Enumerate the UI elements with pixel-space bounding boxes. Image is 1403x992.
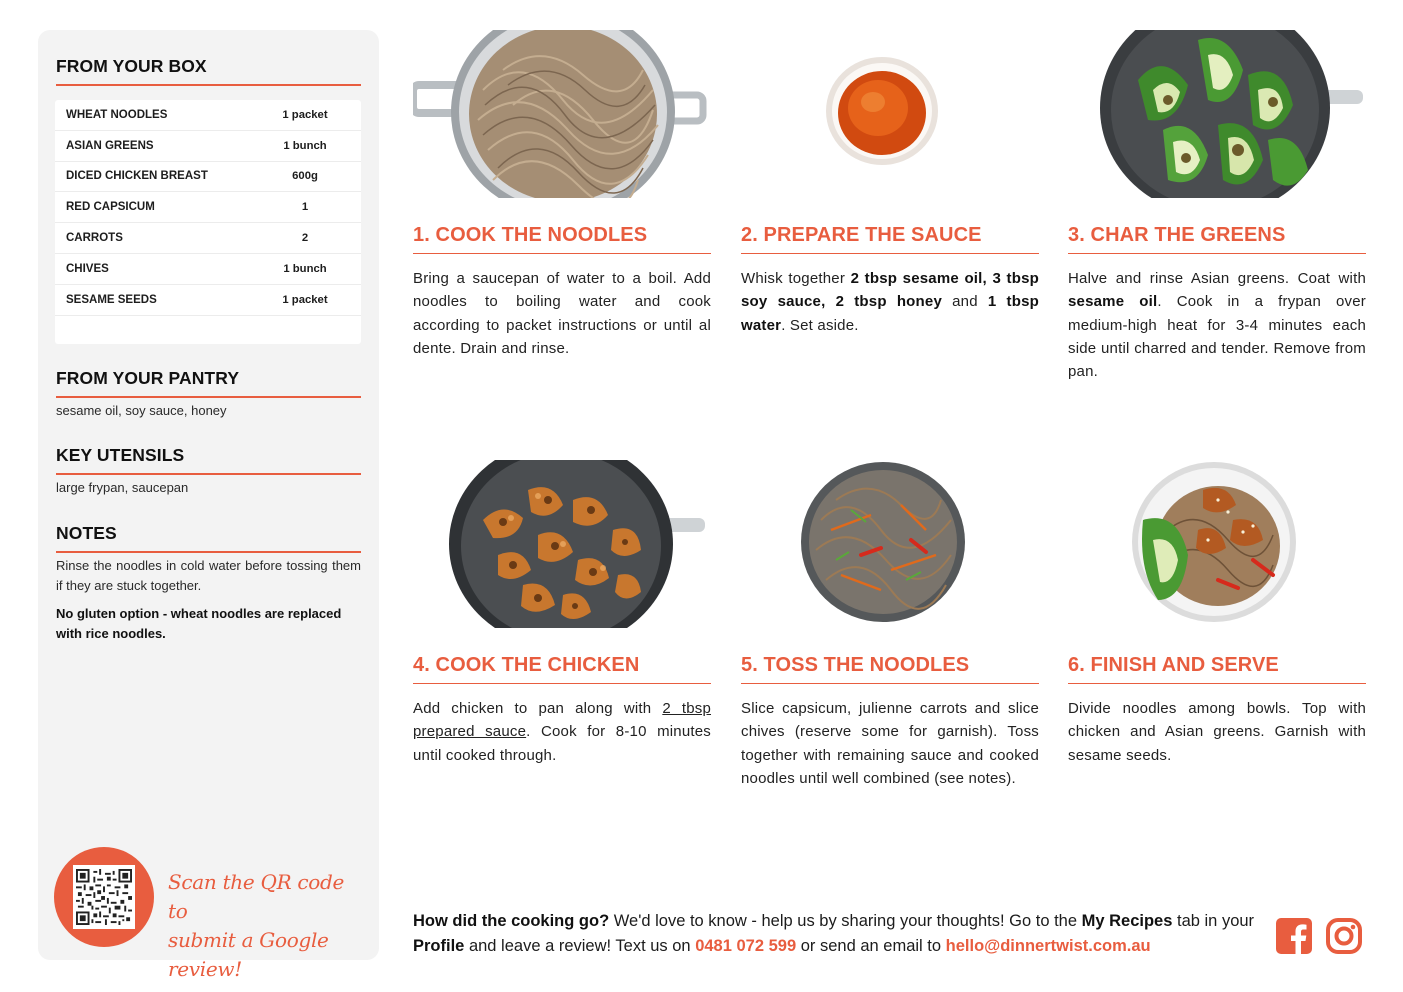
footer-text-2: tab in your [1172,912,1255,930]
step-4-body [413,697,711,767]
ingredient-qty: 2 [301,232,309,245]
ingredient-name: RED CAPSICUM [66,201,155,214]
step-4-text-2: . Cook for 8-10 minutes until cooked through. [413,723,711,764]
step-3-body [1068,267,1366,383]
step-3 [1068,30,1366,383]
pantry-text: sesame oil, soy sauce, honey [56,403,227,418]
step-1 [413,30,711,360]
ingredient-qty: 1 packet [282,108,328,121]
step-1-title: 1. COOK THE NOODLES [413,224,711,254]
step-2-text-1: Whisk together [741,270,851,287]
step-6 [1068,460,1366,767]
step-6-body: Divide noodles among bowls. Top with chicken and Asian greens. Garnish with sesame seeds. [1068,700,1366,764]
chicken-pan-image [413,460,711,628]
step-5-body: Slice capsicum, julienne carrots and slice chives (reserve some for garnish). Toss together with remaining sauce and cooked noodles until well combined (see notes). [741,700,1039,787]
step-3-title: 3. CHAR THE GREENS [1068,224,1366,254]
utensils-text: large frypan, saucepan [56,480,189,495]
feedback-footer [413,909,1263,959]
step-2-text-3: . Set aside. [781,316,859,334]
qr-code[interactable] [73,865,135,929]
qr-code-icon [76,868,132,926]
step-2 [741,30,1039,337]
sidebar [38,30,379,981]
table-row [55,192,361,223]
step-4-underlined: 2 tbsp prepared sauce [413,700,712,741]
step-3-bold-1: sesame oil [1068,293,1158,311]
notes-title: NOTES [56,523,361,553]
qr-caption-line1: Scan the QR code to [168,870,345,923]
ingredient-name: ASIAN GREENS [66,139,154,152]
step-5 [741,460,1039,790]
step-2-title: 2. PREPARE THE SAUCE [741,224,1039,254]
step-4 [413,460,711,767]
table-row [55,254,361,285]
utensils-title: KEY UTENSILS [56,445,361,475]
ingredient-qty: 1 [301,201,309,214]
ingredient-name: CHIVES [66,262,109,275]
ingredient-qty: 1 bunch [283,262,327,275]
footer-question: How did the cooking go? [413,912,610,930]
step-2-body [741,267,1039,337]
ingredient-name: SESAME SEEDS [66,293,157,306]
box-ingredient-table [55,100,361,344]
step-3-text-2: . Cook in a frypan over medium-high heat for 3-4 minutes each side until charred and tender. Remove from pan. [1068,293,1366,381]
email-link[interactable]: hello@dinnertwist.com.au [945,937,1151,955]
ingredient-qty: 1 bunch [283,139,327,152]
footer-profile: Profile [413,937,465,955]
table-row [55,162,361,193]
step-4-title: 4. COOK THE CHICKEN [413,654,711,684]
footer-my-recipes: My Recipes [1081,912,1173,930]
footer-text-1: We'd love to know - help us by sharing your thoughts! Go to the [609,912,1082,930]
footer-text-4: or send an email to [796,937,946,955]
ingredient-name: DICED CHICKEN BREAST [66,170,208,183]
table-row [55,131,361,162]
facebook-icon[interactable] [1275,917,1313,955]
step-3-text-1: Halve and rinse Asian greens. Coat with [1068,270,1366,287]
qr-badge[interactable] [54,847,154,947]
box-title: FROM YOUR BOX [56,56,361,86]
step-2-text-2: and [942,293,988,311]
instagram-icon[interactable] [1325,917,1363,955]
notes-gluten-option: No gluten option - wheat noodles are replaced with rice noodles. [56,606,342,641]
notes-text: Rinse the noodles in cold water before tossing them if they are stuck together. [56,558,361,593]
step-4-text-1: Add chicken to pan along with [413,700,663,717]
sauce-bowl-image [741,30,1039,198]
ingredient-name: WHEAT NOODLES [66,108,168,121]
step-2-bold-2: 1 tbsp water [741,293,1039,334]
ingredient-qty: 1 packet [282,293,328,306]
step-6-title: 6. FINISH AND SERVE [1068,654,1366,684]
table-row [55,100,361,131]
noodles-pot-image [413,30,711,198]
ingredient-name: CARROTS [66,232,123,245]
charred-greens-pan-image [1068,30,1366,198]
tossed-noodles-wok-image [741,460,1039,628]
ingredient-qty: 600g [292,170,318,183]
step-2-bold-1: 2 tbsp sesame oil, 3 tbsp soy sauce, 2 tbsp honey [741,270,1039,311]
pantry-title: FROM YOUR PANTRY [56,368,361,398]
phone-link[interactable]: 0481 072 599 [695,937,797,955]
table-row [55,285,361,316]
finished-bowl-image [1068,460,1366,628]
qr-caption [168,868,368,984]
step-5-title: 5. TOSS THE NOODLES [741,654,1039,684]
qr-caption-line2: submit a Google review! [168,928,329,981]
footer-text-3: and leave a review! Text us on [464,937,696,955]
step-1-body: Bring a saucepan of water to a boil. Add noodles to boiling water and cook according to packet instructions or until al dente. Drain and rinse. [413,270,711,357]
table-row [55,223,361,254]
